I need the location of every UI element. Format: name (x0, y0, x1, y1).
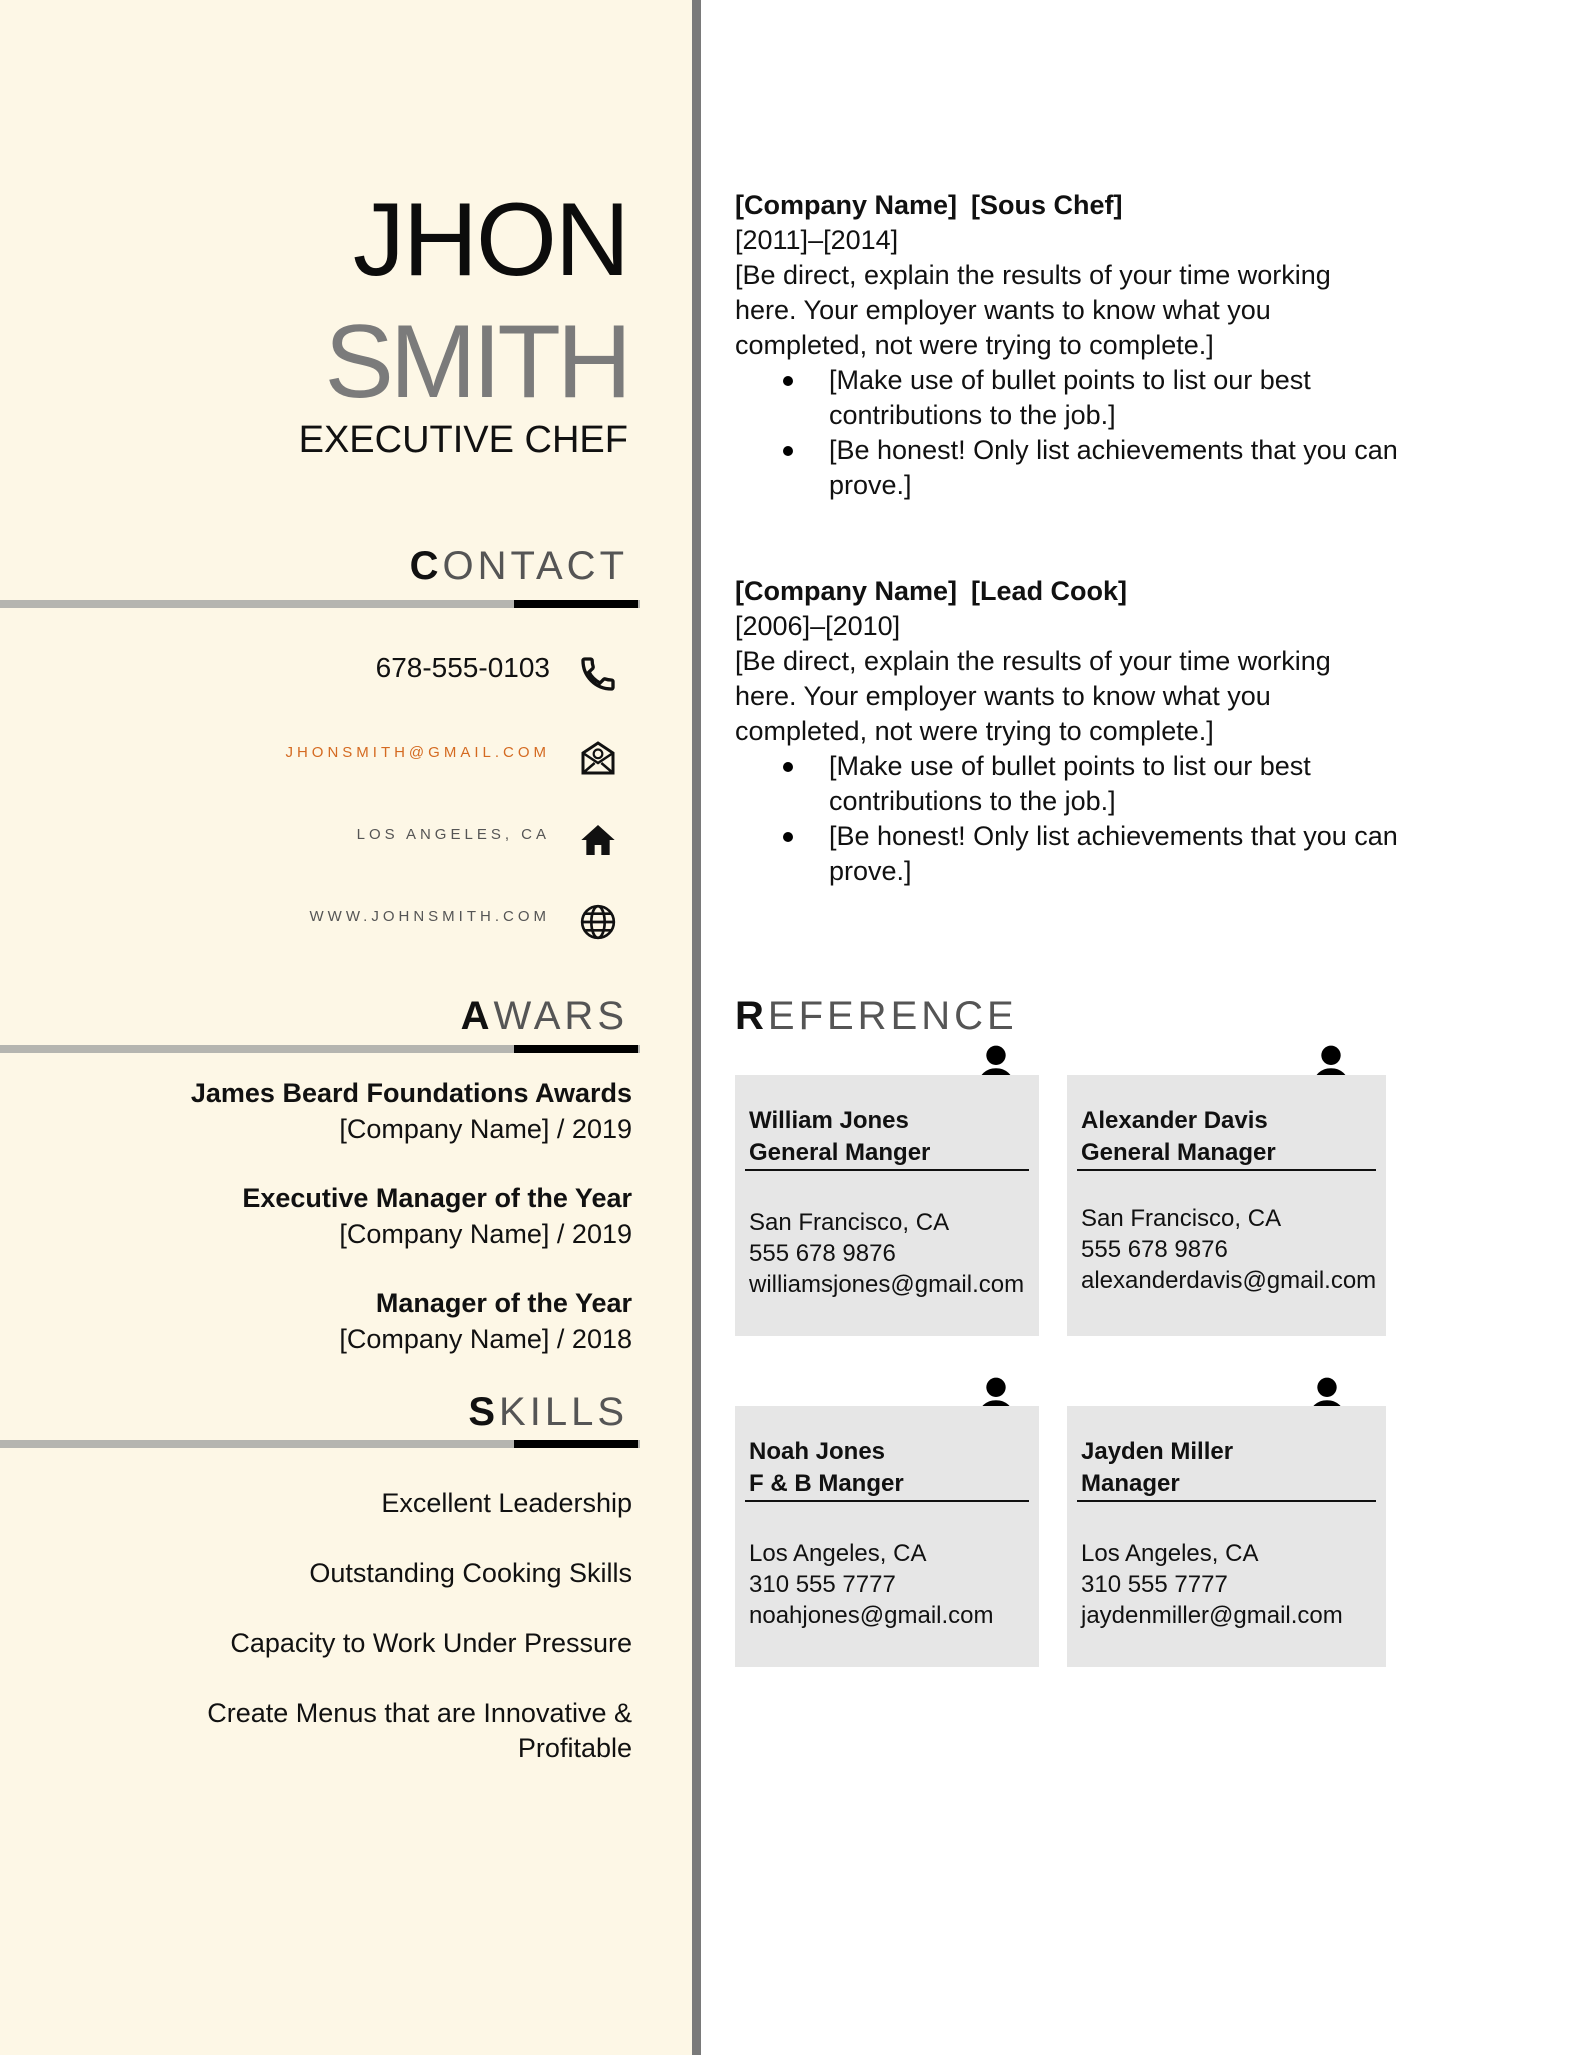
last-name: SMITH (324, 304, 628, 420)
bullet-item (735, 819, 1435, 889)
contact-heading-rest: ONTACT (442, 544, 628, 588)
reference-divider (1077, 1500, 1376, 1502)
skill-item: Create Menus that are Innovative & (207, 1698, 632, 1728)
award-sub: [Company Name] / 2019 (339, 1219, 632, 1249)
reference-role: General Manager (1081, 1139, 1276, 1166)
reference-phone[interactable]: 555 678 9876 (1081, 1236, 1228, 1263)
experience-desc: here. Your employer wants to know what you (735, 681, 1271, 711)
reference-name: Alexander Davis (1081, 1107, 1268, 1134)
reference-name: Jayden Miller (1081, 1438, 1234, 1465)
contact-location: LOS ANGELES, CA (356, 826, 550, 843)
bullet-line: [Be honest! Only list achievements that you can (829, 821, 1398, 851)
reference-role: General Manger (749, 1139, 931, 1166)
reference-card (1067, 1075, 1386, 1336)
awards-heading (461, 992, 628, 1040)
experience-desc: [Be direct, explain the results of your time working (735, 260, 1331, 290)
experience-role: [Sous Chef] (971, 190, 1123, 220)
bullet-line: prove.] (829, 856, 912, 886)
contact-email[interactable]: JHONSMITH@GMAIL.COM (285, 744, 550, 761)
bullet-line: [Make use of bullet points to list our best (829, 751, 1311, 781)
reference-divider (745, 1500, 1029, 1502)
phone-icon (578, 654, 618, 694)
globe-icon (578, 902, 618, 942)
experience-entry (735, 188, 1435, 503)
experience-bullets (735, 749, 1435, 889)
bullet-line: contributions to the job.] (829, 786, 1116, 816)
awards-rule-accent (514, 1045, 638, 1053)
experience-role: [Lead Cook] (971, 576, 1128, 606)
experience-desc: completed, not were trying to complete.] (735, 330, 1214, 360)
reference-email[interactable]: williamsjones@gmail.com (749, 1271, 1025, 1298)
award-title: Executive Manager of the Year (242, 1183, 632, 1213)
skill-item: Excellent Leadership (381, 1488, 632, 1518)
bullet-line: [Be honest! Only list achievements that you can (829, 435, 1398, 465)
experience-entry (735, 574, 1435, 889)
reference-role: Manager (1081, 1470, 1180, 1497)
reference-name: Noah Jones (749, 1438, 886, 1465)
bullet-item (735, 363, 1435, 433)
contact-rule-accent (514, 600, 638, 608)
experience-dates: [2006]–[2010] (735, 611, 901, 641)
reference-role: F & B Manger (749, 1470, 904, 1497)
awards-heading-initial: A (460, 994, 494, 1038)
reference-location: Los Angeles, CA (749, 1540, 927, 1567)
home-icon (578, 820, 618, 860)
reference-heading-rest: EFERENCE (767, 994, 1018, 1038)
experience-desc: here. Your employer wants to know what you (735, 295, 1271, 325)
reference-name: William Jones (749, 1107, 909, 1134)
contact-heading (410, 542, 628, 590)
job-title: EXECUTIVE CHEF (298, 419, 628, 461)
reference-email[interactable]: jaydenmiller@gmail.com (1081, 1602, 1343, 1629)
reference-heading-initial: R (735, 994, 768, 1038)
reference-phone[interactable]: 555 678 9876 (749, 1240, 896, 1267)
award-title: James Beard Foundations Awards (190, 1078, 632, 1108)
skill-item: Outstanding Cooking Skills (309, 1558, 632, 1588)
contact-heading-initial: C (409, 544, 443, 588)
column-divider (692, 0, 701, 2055)
award-item (339, 1285, 632, 1357)
skills-heading-rest: KILLS (499, 1390, 628, 1434)
reference-phone[interactable]: 310 555 7777 (1081, 1571, 1228, 1598)
skills-heading-initial: S (468, 1390, 500, 1434)
award-title: Manager of the Year (375, 1288, 632, 1318)
bullet-line: [Make use of bullet points to list our best (829, 365, 1311, 395)
reference-location: San Francisco, CA (1081, 1205, 1282, 1232)
bullet-item (735, 749, 1435, 819)
experience-company: [Company Name] (735, 190, 958, 220)
award-sub: [Company Name] / 2019 (339, 1114, 632, 1144)
skill-item: Profitable (517, 1733, 632, 1763)
skills-rule-accent (514, 1440, 638, 1448)
experience-heading (735, 574, 1435, 609)
skills-heading (468, 1388, 628, 1436)
reference-card (735, 1406, 1039, 1667)
reference-location: San Francisco, CA (749, 1209, 950, 1236)
reference-heading (735, 992, 1018, 1040)
reference-phone[interactable]: 310 555 7777 (749, 1571, 896, 1598)
first-name: JHON (352, 182, 628, 298)
reference-card (735, 1075, 1039, 1336)
experience-desc: [Be direct, explain the results of your time working (735, 646, 1331, 676)
award-sub: [Company Name] / 2018 (339, 1324, 632, 1354)
email-icon (578, 738, 618, 778)
reference-divider (1077, 1169, 1376, 1171)
contact-phone[interactable]: 678-555-0103 (375, 652, 550, 683)
experience-company: [Company Name] (735, 576, 958, 606)
skill-item: Capacity to Work Under Pressure (230, 1628, 632, 1658)
award-item (242, 1180, 632, 1252)
reference-email[interactable]: noahjones@gmail.com (749, 1602, 994, 1629)
experience-dates: [2011]–[2014] (735, 225, 899, 255)
reference-location: Los Angeles, CA (1081, 1540, 1259, 1567)
awards-heading-rest: WARS (493, 994, 628, 1038)
bullet-line: contributions to the job.] (829, 400, 1116, 430)
bullet-item (735, 433, 1435, 503)
bullet-line: prove.] (829, 470, 912, 500)
reference-card (1067, 1406, 1386, 1667)
reference-email[interactable]: alexanderdavis@gmail.com (1081, 1267, 1377, 1294)
reference-divider (745, 1169, 1029, 1171)
experience-heading (735, 188, 1435, 223)
experience-bullets (735, 363, 1435, 503)
contact-website[interactable]: WWW.JOHNSMITH.COM (309, 908, 550, 925)
award-item (191, 1075, 632, 1147)
experience-desc: completed, not were trying to complete.] (735, 716, 1214, 746)
